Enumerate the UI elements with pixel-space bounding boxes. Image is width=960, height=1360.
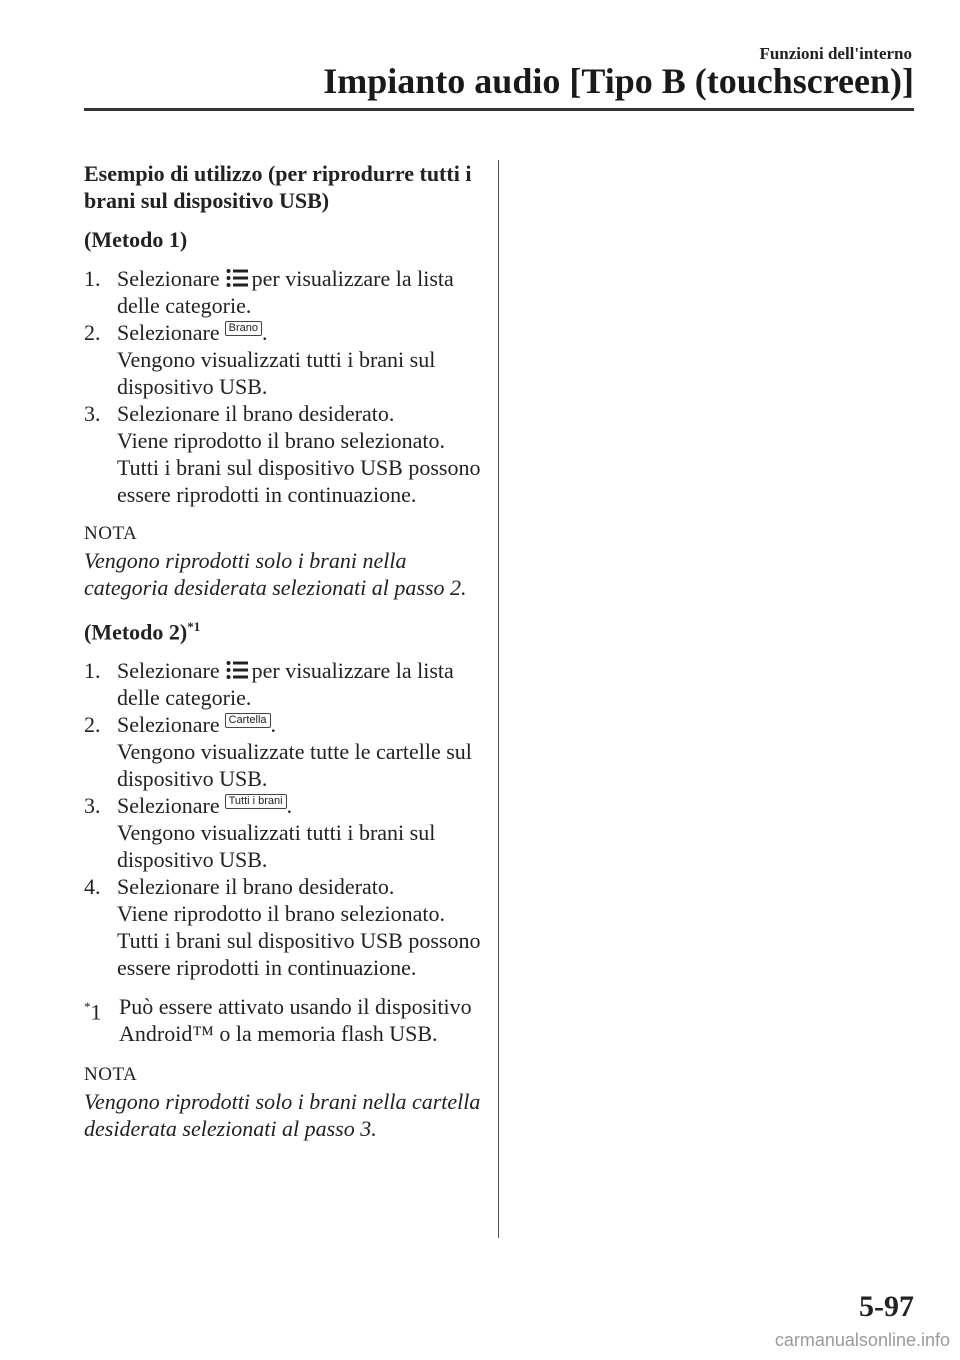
page-title: Impianto audio [Tipo B (touchscreen)] <box>323 61 914 101</box>
column-divider <box>498 160 499 1238</box>
example-heading: Esempio di utilizzo (per riprodurre tutti i brani sul dispositivo USB) <box>84 161 472 213</box>
page-number: 5-97 <box>859 1290 914 1323</box>
list-item: 3. Selezionare il brano desiderato. Viene riprodotto il brano selezionato. Tutti i brani sul dispositivo USB possono essere riprodotti in continuazione. <box>84 401 481 507</box>
note-label: NOTA <box>84 1064 138 1086</box>
list-item: 3. Selezionare Tutti i brani . Vengono visualizzati tutti i brani sul dispositivo USB. <box>84 793 436 873</box>
note-label: NOTA <box>84 523 138 544</box>
section-label: Funzioni dell'interno <box>759 44 912 63</box>
tutti-i-brani-button: Tutti i brani <box>225 794 287 809</box>
note-text: Vengono riprodotti solo i brani nella categoria desiderata selezionati al passo 2. <box>84 548 467 600</box>
note-text: Vengono riprodotti solo i brani nella cartella desiderata selezionati al passo 3. <box>84 1089 481 1142</box>
brano-button: Brano <box>225 321 262 336</box>
method2-title: (Metodo 2)$^{*1}$ <box>84 619 201 645</box>
list-item: 2. Selezionare Brano . Vengono visualizzati tutti i brani sul dispositivo USB. <box>84 320 436 399</box>
list-item: 1. Selezionare per visualizzare la lista delle categorie. <box>84 266 454 318</box>
method1-title: (Metodo 1) <box>84 227 188 252</box>
header-rule <box>84 108 914 111</box>
list-item: 1. Selezionare per visualizzare la lista delle categorie. <box>84 658 454 711</box>
method1-steps <box>84 265 484 508</box>
left-column <box>84 160 484 1154</box>
cartella-button: Cartella <box>225 713 271 728</box>
list-item: 4. Selezionare il brano desiderato. Viene riprodotto il brano selezionato. Tutti i brani sul dispositivo USB possono essere riprodotti in continuazione. <box>84 874 481 981</box>
watermark: carmanualsonline.info <box>774 1330 950 1350</box>
list-item: 2. Selezionare Cartella . Vengono visualizzate tutte le cartelle sul dispositivo USB. <box>84 712 472 792</box>
list-icon <box>226 660 248 680</box>
footnote: *1 Può essere attivato usando il dispositivo Android™ o la memoria flash USB. <box>84 994 472 1047</box>
method2-steps <box>84 657 484 981</box>
footnote-ref: *1 <box>187 619 201 634</box>
list-icon <box>226 268 248 288</box>
